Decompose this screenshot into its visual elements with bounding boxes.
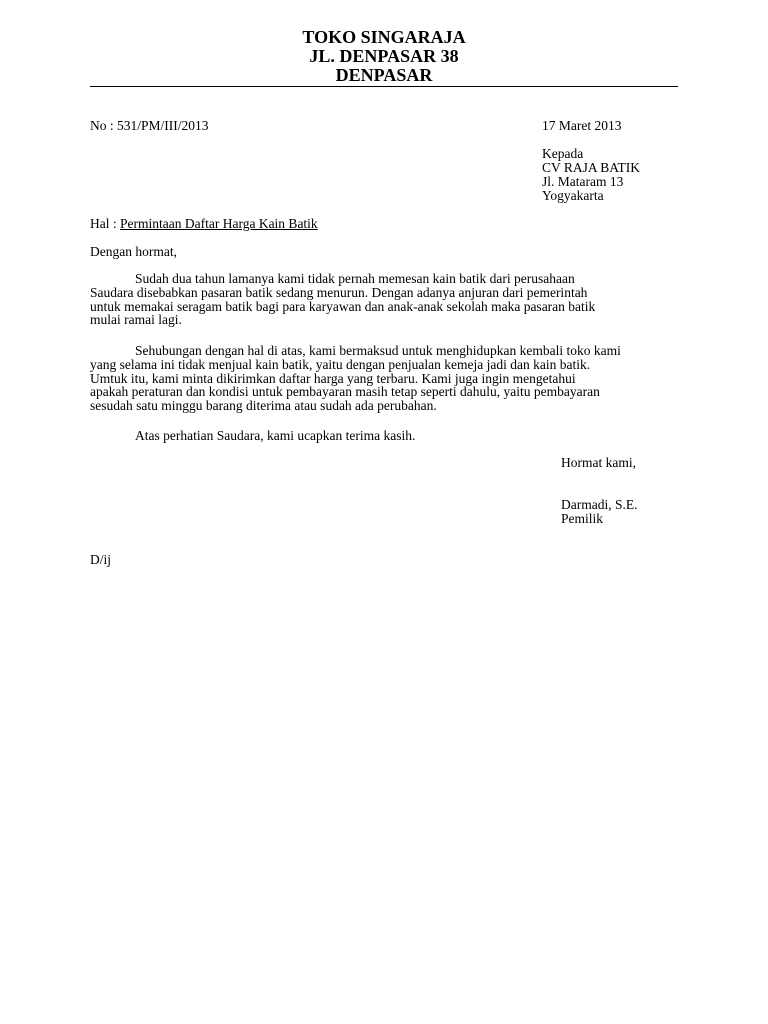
letterhead bbox=[90, 28, 678, 85]
paragraph-line: mulai ramai lagi. bbox=[90, 312, 182, 328]
paragraph-line: Saudara disebabkan pasaran batik sedang menurun. Dengan adanya anjuran dari pemerintah bbox=[90, 284, 588, 300]
paragraph-line: Umtuk itu, kami minta dikirimkan daftar harga yang terbaru. Kami juga ingin mengetahui bbox=[90, 370, 576, 386]
recipient-company: CV RAJA BATIK bbox=[542, 160, 641, 175]
letter-number: No : 531/PM/III/2013 bbox=[90, 118, 209, 133]
typist-initials: D/ij bbox=[90, 552, 112, 567]
paragraph-line: apakah peraturan dan kondisi untuk pembayaran masih tetap seperti dahulu, yaitu pembayaran bbox=[90, 384, 600, 400]
paragraph-line: sesudah satu minggu barang diterima atau sudah ada perubahan. bbox=[90, 398, 437, 414]
subject-label: Hal : bbox=[90, 216, 120, 231]
complimentary-close: Hormat kami, bbox=[561, 455, 636, 470]
body-paragraph-1 bbox=[90, 272, 690, 327]
salutation: Dengan hormat, bbox=[90, 244, 177, 259]
paragraph-line: yang selama ini tidak menjual kain batik, yaitu dengan penjualan kemeja jadi dan kain batik. bbox=[90, 356, 591, 372]
paragraph-line: Sudah dua tahun lamanya kami tidak pernah memesan kain batik dari perusahaan bbox=[135, 271, 575, 286]
subject-text: Permintaan Daftar Harga Kain Batik bbox=[120, 216, 318, 231]
body-paragraph-3 bbox=[90, 429, 690, 443]
letterhead-divider bbox=[90, 86, 678, 87]
paragraph-line: Atas perhatian Saudara, kami ucapkan terima kasih. bbox=[135, 428, 416, 443]
paragraph-line: Sehubungan dengan hal di atas, kami bermaksud untuk menghidupkan kembali toko kami bbox=[135, 343, 621, 358]
recipient-street: Jl. Mataram 13 bbox=[542, 174, 624, 189]
recipient-city: Yogyakarta bbox=[542, 188, 604, 203]
company-street: JL. DENPASAR 38 bbox=[309, 46, 459, 66]
signer-title: Pemilik bbox=[561, 511, 604, 526]
body-paragraph-2 bbox=[90, 344, 690, 413]
letter-date: 17 Maret 2013 bbox=[542, 118, 622, 133]
company-city: DENPASAR bbox=[335, 65, 433, 85]
recipient-to-label: Kepada bbox=[542, 146, 584, 161]
company-name: TOKO SINGARAJA bbox=[302, 27, 466, 47]
paragraph-line: untuk memakai seragam batik bagi para karyawan dan anak-anak sekolah maka pasaran batik bbox=[90, 298, 596, 314]
subject-line bbox=[90, 217, 318, 232]
signer-name: Darmadi, S.E. bbox=[561, 497, 638, 512]
